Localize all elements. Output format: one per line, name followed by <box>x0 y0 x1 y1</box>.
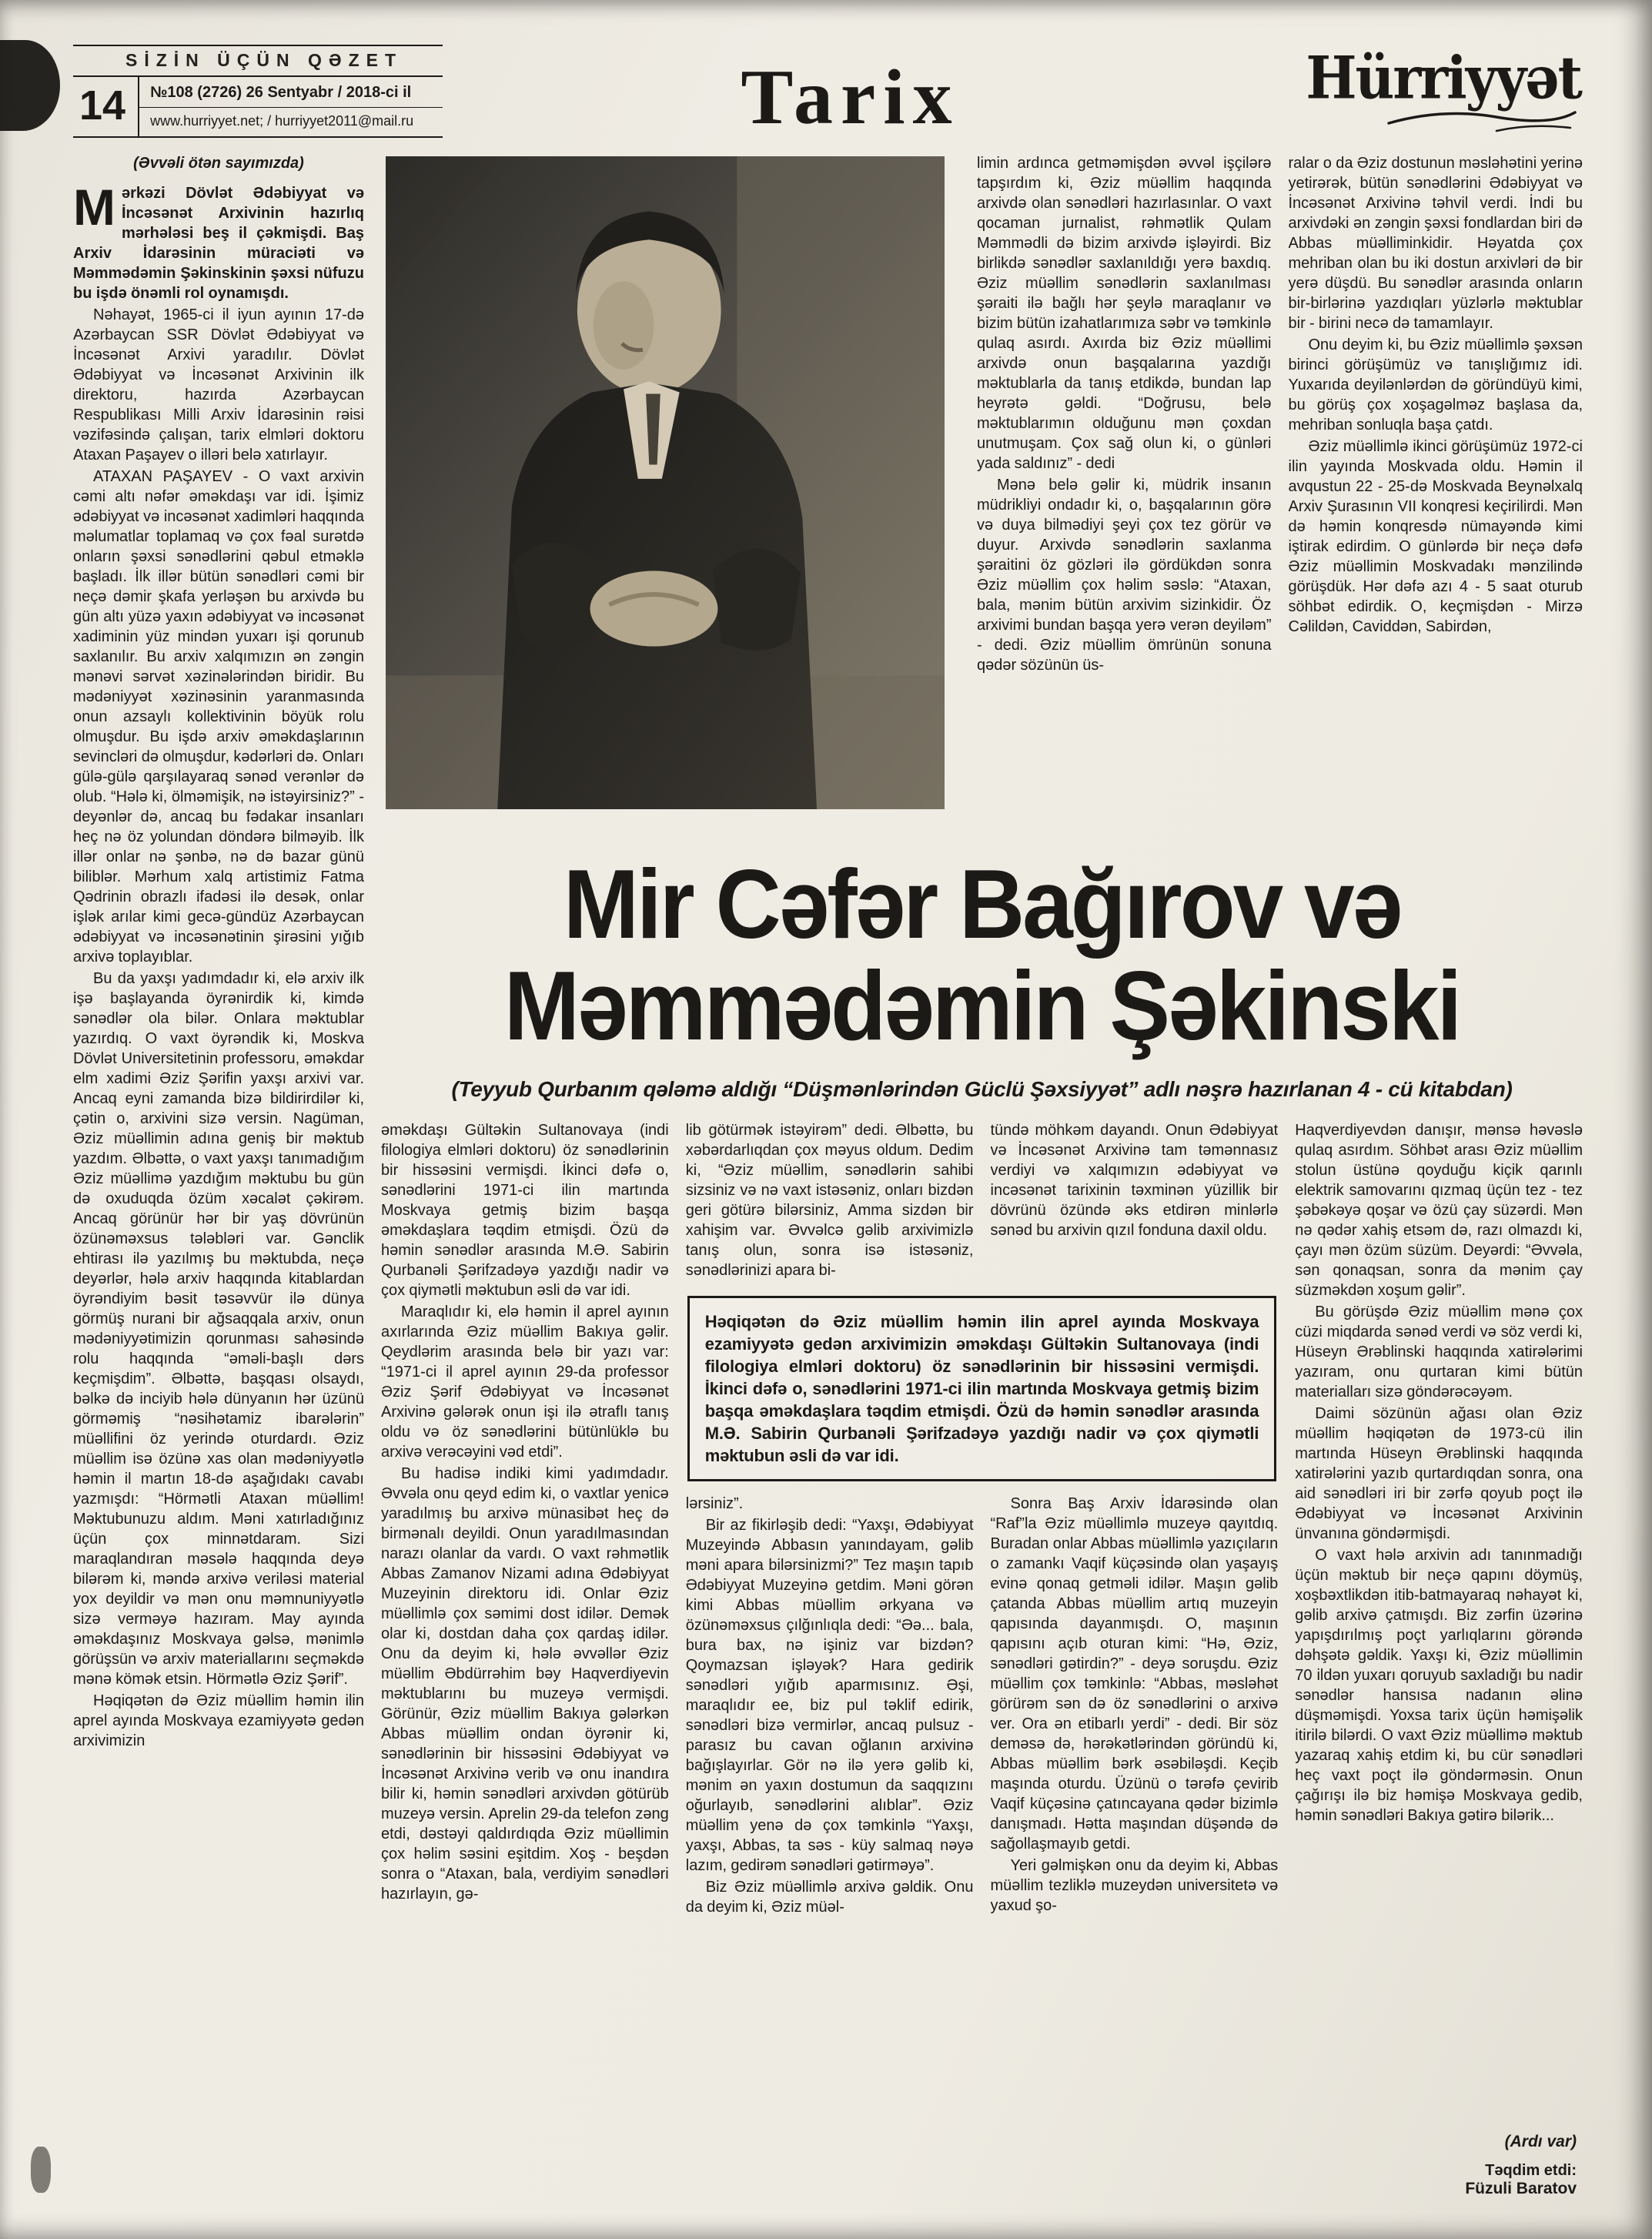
paragraph: ralar o da Əziz dostunun məsləhətini yerinə yetirərək, bütün sənədlərini Ədəbiyyat və İncəsənət Arxivinə təhvil verdi. İndi bu arxivdəki ən zəngin şəxsi fondlardan biri də Abbas müəlliminkidir. Həyatda çox mehriban olan bu iki dostun arxivləri də bir yerə düşdü. Bu sənədlər arasında onların bir-birlərinə yazdıqları yüzlərlə məktublar bir - birini necə də tamamlayır. <box>1288 155 1583 332</box>
paragraph: lərsiniz”. <box>685 1495 744 1513</box>
newspaper-tagline: SİZİN ÜÇÜN QƏZET <box>73 45 443 77</box>
pull-quote-box: Həqiqətən də Əziz müəllim həmin ilin aprel ayında Moskvaya ezamiyyətə gedən arxivimizin əməkdaşı Gültəkin Sultanovaya (indi filologiya elmləri doktoru) öz sənədlərinin bir hissəsini vermişdi. İkinci dəfə o, sənədlərini 1971-ci ilin martında Moskvaya getmiş bizim başqa əməkdaşlara təqdim etmişdi. Özü də həmin sənədlər arasında M.Ə. Sabirin Qurbanəli Şərifzadəyə yazdığı nadir və çox qiymətli məktubun əsli də var idi. <box>687 1296 1277 1481</box>
article-body <box>0 142 1652 2198</box>
article-headline <box>381 849 1583 1062</box>
article-column-1 <box>73 153 364 2186</box>
paragraph: O vaxt hələ arxivin adı tanınmadığı üçün məktub bir neçə qapını döymüş, xoşbəxtlikdən itib-batmayaraq nəhayət ki, gəlib arxivə çatmışdı. Biz zərfin üzərinə yapışdırılmış poçt yarlıqlarını görəndə dəhşətə gəldik. Yaxşı ki, Əziz müəllimin 70 ildən yuxarı qoruyub saxladığı bu nadir sənədlər hansısa nadanın əlinə düşməmişdi. Yoxsa tarix üçün həmişəlik itirilə bilərdi. O vaxt Əziz müəllimə məktub yazaraq xahiş etdim ki, bu cür sənədləri heç vaxt poçt ilə göndərməsin. Onun çağırışı ilə biz həmişə Moskvaya gedib, həmin sənədləri Bakıya gətirə bilərik... <box>1295 1547 1583 1825</box>
column-5-paragraphs <box>1295 1120 1583 1827</box>
paragraph: Bu görüşdə Əziz müəllim mənə çox cüzi miqdarda sənəd verdi və söz verdi ki, Hüseyn Ərəblinski haqqında xatirələrimi yazıram, onu qurtaran kimi bütün materialları sizə göndərəcəyəm. <box>1295 1304 1583 1401</box>
paragraph: Mənə belə gəlir ki, müdrik insanın müdrikliyi ondadır ki, o, başqalarının görə və duya bilmədiyi şeyi çox tez görür və duyur. Arxivdə sənədlərin saxlanma şəraitini öz gözləri ilə gördükdən sonra Əziz müəllim çox həlim səslə: “Ataxan, bala, mənim bütün arxivim sizinkidir. Öz arxivimi bundan başqa yerə verən deyiləm” - dedi. Əziz müəllim ömrünün sonuna qədər sözünün üs- <box>977 477 1272 674</box>
paragraph: lib götürmək istəyirəm” dedi. Əlbəttə, bu xəbərdarlıqdan çox məyus oldum. Dedim ki, “Əziz müəllim, sənədlərin sahibi sizsiniz və nə vaxt istəsəniz, onları bizdən geri götürə bilərsiniz, Amma sizdən bir xahişim var. Əvvəlcə gəlib arxivimizlə tanış olun, sonra isə istəsəniz, sənədlərinizi apara bi- <box>685 1122 974 1280</box>
contact-info: www.hurriyyet.net; / hurriyyet2011@mail.ru <box>139 107 443 136</box>
paragraph: limin ardınca getməmişdən əvvəl işçilərə tapşırdım ki, Əziz müəllim haqqında arxivdə olan sənədləri hazırlasınlar. O vaxt qocaman jurnalist, rəhmətlik Qulam Məmmədli də bizim arxivdə işləyirdi. Biz birlikdə sənədlər saxlanıldığı yerə baxdıq. Əziz müəllim sənədlərin saxlanılması şəraiti ilə bağlı hər şeylə maraqlanır və bizim bütün izahatlarımıza səbr və təmkinlə qulaq asırdı. Axırda biz Əziz müəllimi arxivdə onun başqalarına yazdığı məktublarla da tanış etdikdə, bundan lap heyrətə gəldi. “Doğrusu, belə məktublarımın olduğunu mən çoxdan unutmuşam. Çox sağ olun ki, o günləri yada saldınız” - dedi <box>977 155 1272 472</box>
lower-section <box>381 1120 1583 2198</box>
upper-section <box>381 153 1583 834</box>
paragraph: əməkdaşı Gültəkin Sultanovaya (indi filologiya elmləri doktoru) öz sənədlərinin bir hissəsini vermişdi. İkinci dəfə o, sənədlərini 1971-ci ilin martında Moskvaya getmiş bizim başqa əməkdaşlara təqdim etmişdi. Özü də həmin sənədlər arasında M.Ə. Sabirin Qurbanəli Şərifzadəyə yazdığı nadir və çox qiymətli məktubun əsli də var idi. <box>381 1122 669 1300</box>
article-column-4-lower-bottom <box>991 1494 1279 2198</box>
newspaper-logo <box>1258 45 1581 141</box>
newspaper-logo-text: Hürriyyət <box>1306 43 1581 113</box>
issue-lines <box>138 77 443 136</box>
masthead <box>0 0 1652 142</box>
paragraph: Həqiqətən də Əziz müəllim həmin ilin aprel ayında Moskvaya ezamiyyətə gedən arxivimizin <box>73 1692 364 1749</box>
to-be-continued: (Ardı var) <box>1504 2133 1577 2151</box>
issue-row <box>73 77 443 138</box>
paragraph: Haqverdiyevdən danışır, mənsə həvəslə qulaq asırdım. Söhbət arası Əziz müəllim stolun üstünə qoyduğu kiçik qarınlı elektrik samovarını qızmaq üçün tez - tez şəbəkəyə qoşar və özü çay süzərdi. Mən nə qədər xahiş etsəm də, razı olmazdı ki, çayı mən özüm süzüm. Deyərdi: “Əvvəla, sən qonaqsan, sonra da mənim çay süzməkdən xoşum gəlir”. <box>1295 1122 1583 1300</box>
paragraph: Yeri gəlmişkən onu da deyim ki, Abbas müəllim tezliklə muzeydən universitetə və yaxud şo- <box>990 1857 1279 1915</box>
paragraph: Sonra Baş Arxiv İdarəsində olan “Raf”la Əziz müəllimlə muzeyə qayıtdıq. Buradan onlar Abbas müəllimlə yazıçıların o zamankı Vaqif küçəsində olan yaşayış evinə qonaq getməli idilər. Maşın gəlib çatanda Abbas müəllim artıq muzeyin qapısında dayanmışdı. O, maşının qapısını açıb oturan kimi: “Hə, Əziz, sənədləri gətirdin?” - deyə soruşdu. Əziz müəllim çox təmkinlə: “Abbas, məsləhət görürəm sən də öz sənədlərini o arxivə ver. Ora ən etibarlı yerdi” - dedi. Bir söz deməsə də, hərəkətlərindən göründü ki, Abbas müəllim bərk əsəbiləşdi. Keçib maşında oturdu. Üzünü o tərəfə çevirib Vaqif küçəsinə çatıncayana qədər bizimlə danışmadı. Hətta maşından düşəndə də sağollaşmayıb getdi. <box>990 1495 1279 1853</box>
paragraph: Bu da yaxşı yadımdadır ki, elə arxiv ilk işə başlayanda öyrənirdik ki, kimdə sənədlər ola bilər. Onlara məktublar yazırdıq. O vaxt öyrəndik ki, Moskva Dövlət Universitetinin professoru, əməkdar elm xadimi Əziz Şərifin yaxşı arxivi var. Ancaq eyni zamanda bizə bildirirdilər ki, çətin o, arxivini sizə versin. Nagüman, Əziz müəllimin adına geniş bir məktub yazdım. Əlbəttə, o vaxt yaxşı tanımadığım Əziz müəllimə yazdığım məktubu bu gün də oxuduqda özüm xəcalət çəkirəm. Ancaq görünür hər bir yaş dövrünün özünəməxsus tələbləri var. Gənclik ehtirası ilə yazılmış bu məktubda, neçə deyərlər, hələ arxiv haqqında kitablardan öyrəndiyim bəsit təsəvvür ilə dünya görmüş nurani bir ağsaqqala arxiv, onun mədəniyyətimizin qorunması sahəsində rolu haqqında “əməli-başlı dərs keçmişdim”. Əlbəttə, başqası olsaydı, bəlkə də inciyib hələ dünyanın hər üzünü görməmiş “nəsihətamiz ibarələrin” müəllifini öz yerində oturdardı. Əziz müəllim isə özünə xas olan mədəniyyətlə həmin il martın 18-də aşağıdakı cavabı yazmışdı: “Hörmətli Ataxan müəllim! Məktubunuzu aldım. Məni xatırladığınız üçün çox minnətdaram. Sizi maraqlandıran məsələ haqqında deyə bilərəm ki, məndə arxivə veriləsi material yox deyildir və mən onu məmnuniyyətlə sizə verməyə hazıram. May ayında əməkdaşınız Moskvaya gəlsə, mənimlə görüşsün və arxiv materiallarını seçməkdə mənə kömək etsin. Hörmətlə Əziz Şərif”. <box>73 970 364 1688</box>
article-right-area <box>381 153 1583 2198</box>
article-subheadline: (Teyyub Qurbanım qələmə aldığı “Düşmənlərindən Güclü Şəxsiyyət” adlı nəşrə hazırlanan 4 - cü kitabdan) <box>451 1077 1513 1102</box>
article-column-4-lower-top <box>991 1120 1279 1282</box>
paragraph: Biz Əziz müəllimlə arxivə gəldik. Onu da deyim ki, Əziz müəl- <box>685 1879 974 1916</box>
paragraph: Nəhayət, 1965-ci il iyun ayının 17-də Azərbaycan SSR Dövlət Ədəbiyyat və İncəsənət Arxivi yaradılır. Dövlət Ədəbiyyat və İncəsənət Arxivinin ilk direktoru, hazırda Azərbaycan Respublikası Milli Arxiv İdarəsinin rəisi vəzifəsində çalışan, tarix elmləri doktoru Ataxan Paşayev o illəri belə xatırlayır. <box>73 306 364 464</box>
column-1-paragraphs <box>73 305 364 1751</box>
paragraph: Bir az fikirləşib dedi: “Yaxşı, Ədəbiyyat Muzeyində Abbasın yanındayam, gəlib məni apara bilərsinizmi?” Tez maşın tapıb Ədəbiyyat Muzeyinə getdim. Məni görən kimi Abbas müəllim ərkyana və özünəməxsus çılğınlıqla dedi: “Əə... bala, bura bax, nə işiniz var bizdən? Qoymazsan işləyək? Hara gedirik sənədləri yığıb aparmısınız. Əşi, maraqlıdır ee, biz pul təklif edirik, sənədləri bizə vermirlər, ancaq pulsuz - parasız bu cavan oğlanın arxivinə bağışlayırlar. Gör nə ilə yerə gəlib ki, mənim ən yaxın dostumun da saqqızını oğurlayıb, sənədlərini alıblar”. Əziz müəllim yenə də çox təmkinlə “Yaxşı, yaxşı, Abbas, ta səs - küy salmaq nəyə lazım, gedirəm sənədləri gətirməyə”. <box>685 1517 974 1875</box>
paragraph: Onu deyim ki, bu Əziz müəllimlə şəxsən birinci görüşümüz və tanışlığımız idi. Yuxarıda deyilənlərdən də göründüyü kimi, bu görüş çox xoşagəlməz başlasa da, mehriban sonluqla başa çatdı. <box>1288 336 1583 433</box>
article-photo <box>381 153 960 834</box>
headline-line-1: Mir Cəfər Bağırov və <box>563 849 1401 960</box>
paragraph: Bu hadisə indiki kimi yadımdadır. Əvvəla onu qeyd edim ki, o vaxtlar yenicə yaradılmış bu arxivə münasibət heç də birmənalı deyildi. Onun yaradılmasından narazı olanlar da vardı. O vaxt rəhmətlik Abbas Zamanov Nizami adına Ədəbiyyat Muzeyinin direktoru idi. Onlar Əziz müəllimlə çox səmimi dost idilər. Demək olar ki, dostdan daha çox qardaş idilər. Onu da deyim ki, hələ əvvəllər Əziz müəllim Əbdürrəhim bəy Haqverdiyevin məktublarını bu muzeyə vermişdi. Görünür, Əziz müəllim Bakıya gələrkən Abbas müəllim ondan öyrənir ki, sənədlərinin bir hissəsini Ədəbiyyat və İncəsənət Arxivinə verib və onu inandıra bilir ki, həmin sənədləri arxivdən götürüb muzeyə versin. Aprelin 29-da telefon zəng etdi, dəstəyi qaldırdıqda Əziz müəllimin çox həlim səsini eşitdim. Xoş - beşdən sonra o “Ataxan, bala, verdiyim sənədləri hazırlayın, gə- <box>381 1465 669 1903</box>
paragraph: Əziz müəllimlə ikinci görüşümüz 1972-ci ilin yayında Moskvada oldu. Həmin il avqustun 22 - 25-də Moskvada Beynəlxalq Arxiv Şurasının VII konqresi keçirilirdi. Mən də həmin konqresdə nümayəndə kimi iştirak edirdim. O günlərdə bir neçə dəfə Əziz müəllimin Moskvadakı mənzilində görüşdük. Hər dəfə azı 4 - 5 saat oturub söhbət edirdik. O, keçmişdən - Mirzə Cəlildən, Caviddən, Sabirdən, <box>1288 438 1583 635</box>
paragraph: Daimi sözünün ağası olan Əziz müəllim həqiqətən də 1973-cü ilin martında Hüseyn Ərəblinski haqqında xatirələrini yazıb qurtardıqdan sonra, ona aid sənədləri iri bir zərfə qoyub poçt ilə Ədəbiyyat və İncəsənət Arxivinin ünvanına göndərmişdi. <box>1295 1405 1583 1543</box>
lead-text: ərkəzi Dövlət Ədəbiyyat və İncəsənət Arxivinin hazırlıq mərhələsi beş il çəkmişdi. Baş Arxiv İdarəsinin müraciəti və Məmmədəmin Şəkinskinin şəxsi nüfuzu bu işdə önəmli rol oynamışdı. <box>73 185 364 302</box>
portrait-photo-illustration <box>386 156 945 809</box>
article-column-2-lower <box>381 1120 669 2198</box>
article-column-3-lower-bottom <box>686 1494 974 2198</box>
masthead-issue-block <box>73 45 443 138</box>
continuation-note: (Əvvəli ötən sayımızda) <box>133 155 304 172</box>
section-title: Tarix <box>741 54 960 141</box>
article-column-3-lower-top <box>686 1120 974 1282</box>
paragraph: tündə möhkəm dayandı. Onun Ədəbiyyat və İncəsənət Arxivinə tam təmənnasız verdiyi və xalqımızın ədəbiyyat və incəsənət tarixinin təxminən yüzillik bir dövrünü özündə əks etdirən minlərlə sənəd bu arxivin qızıl fonduna daxil oldu. <box>990 1122 1279 1240</box>
headline-line-2: Məmmədəmin Şəkinski <box>503 951 1460 1062</box>
lead-paragraph <box>73 179 364 303</box>
article-column-2-upper <box>977 153 1272 831</box>
presented-by-label: Təqdim etdi: <box>1485 2162 1577 2180</box>
paragraph: ATAXAN PAŞAYEV - O vaxt arxivin cəmi altı nəfər əməkdaşı var idi. İşimiz ədəbiyyat və incəsənət xadimləri haqqında məlumatlar toplamaq və çox fəal surətdə onların şəxsi sənədlərini qəbul etməklə başladı. İlk illər bütün sənədləri cəmi bir neçə dəmir şkafa yerləşən bu arxivdə bu gün altı yüzə yaxın ədəbiyyat və incəsənət xadiminin yüz mindən yuxarı işi qorunub saxlanılır. Bu arxiv xalqımızın ən zəngin mənəvi sərvət xəzinələrindən biridir. Bu mədəniyyət xəzinəsinin yaranmasında onun azsaylı kollektivinin böyük rolu olmuşdur. Bu işdə arxiv əməkdaşlarının sevincləri də olmuşdur, kədərləri də. Onları gülə-gülə qarşılayaraq sənəd verənlər də olub. “Hələ ki, ölməmişik, nə istəyirsiniz?” - deyənlər də, ancaq bu fədakar insanları heç nə öz yolundan döndərə bilməyib. İlk illər onlar nə şənbə, nə də bazar günü biliblər. Mərhum xalq artistimiz Fatma Qədrinin obrazlı ifadəsi ilə desək, onlar işlək arılar kimi gecə-gündüz Azərbaycan ədəbiyyat və incəsənətinin şirəsini yığıb arxivə toplayıblar. <box>73 468 364 966</box>
paragraph: Maraqlıdır ki, elə həmin il aprel ayının axırlarında Əziz müəllim Bakıya gəlir. Qeydlərim arasında belə bir yazı var: “1971-ci il aprel ayının 29-da professor Əziz Şərif Ədəbiyyat və İncəsənət Arxivinə gələrək onun işi ilə ətraflı tanış oldu və öz sənədlərini bütünlüklə bu arxivə verəcəyini vəd etdi”. <box>381 1304 669 1461</box>
issue-info: №108 (2726) 26 Sentyabr / 2018-ci il <box>150 84 412 101</box>
article-column-5-lower <box>1295 1120 1583 2198</box>
article-column-3-upper <box>1289 153 1583 831</box>
drop-cap: M <box>73 179 115 236</box>
page-number: 14 <box>79 82 126 129</box>
presented-by-name: Füzuli Baratov <box>1465 2180 1577 2198</box>
scan-artifact <box>31 2147 51 2193</box>
